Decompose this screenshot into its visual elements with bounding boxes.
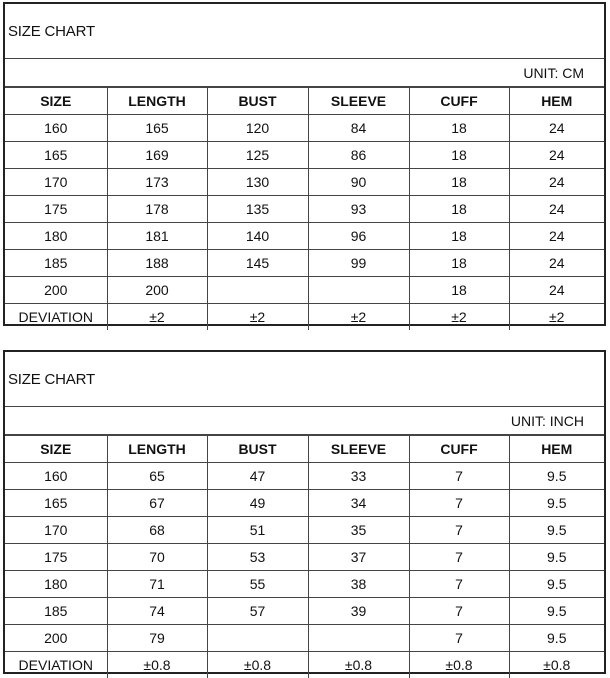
table-cell: 71	[107, 571, 207, 598]
chart-title: SIZE CHART	[5, 4, 604, 59]
table-cell: 200	[5, 277, 107, 304]
table-cell: ±2	[107, 304, 207, 331]
table-cell: 7	[409, 571, 509, 598]
table-cell: 65	[107, 463, 207, 490]
table-cell: 99	[308, 250, 409, 277]
table-cell: 90	[308, 169, 409, 196]
column-header-cuff: CUFF	[409, 88, 509, 115]
table-row	[5, 304, 604, 331]
column-header-bust: BUST	[207, 88, 308, 115]
table-cell: 67	[107, 490, 207, 517]
table-cell: 74	[107, 598, 207, 625]
table-cell: 9.5	[509, 463, 604, 490]
column-header-cuff: CUFF	[409, 436, 509, 463]
table-cell: 188	[107, 250, 207, 277]
table-cell: 24	[509, 169, 604, 196]
unit-label: UNIT: CM	[5, 59, 604, 87]
table-cell: 7	[409, 490, 509, 517]
header-row	[5, 88, 604, 115]
column-header-length: LENGTH	[107, 88, 207, 115]
table-cell	[207, 625, 308, 652]
table-cell: 180	[5, 571, 107, 598]
table-cell: 96	[308, 223, 409, 250]
table-cell: DEVIATION	[5, 304, 107, 331]
table-cell: 200	[107, 277, 207, 304]
column-header-sleeve: SLEEVE	[308, 436, 409, 463]
table-row	[5, 598, 604, 625]
table-cell: 9.5	[509, 625, 604, 652]
table-row	[5, 115, 604, 142]
table-cell: ±0.8	[509, 652, 604, 678]
table-cell: 84	[308, 115, 409, 142]
chart-title: SIZE CHART	[5, 352, 604, 407]
table-cell: ±2	[207, 304, 308, 331]
table-cell: 165	[5, 142, 107, 169]
column-header-size: SIZE	[5, 436, 107, 463]
table-row	[5, 196, 604, 223]
table-cell: 39	[308, 598, 409, 625]
table-cell: 169	[107, 142, 207, 169]
table-cell: 170	[5, 169, 107, 196]
table-cell: 7	[409, 598, 509, 625]
table-cell: 125	[207, 142, 308, 169]
table-row	[5, 625, 604, 652]
table-cell	[308, 277, 409, 304]
size-chart-cm	[3, 2, 606, 326]
size-chart-inch	[3, 350, 606, 674]
table-cell: 24	[509, 115, 604, 142]
table-row	[5, 223, 604, 250]
table-cell: 9.5	[509, 544, 604, 571]
table-cell: ±2	[308, 304, 409, 331]
column-header-hem: HEM	[509, 436, 604, 463]
table-cell: 37	[308, 544, 409, 571]
table-row	[5, 277, 604, 304]
table-cell: 18	[409, 196, 509, 223]
table-cell: 178	[107, 196, 207, 223]
unit-label: UNIT: INCH	[5, 407, 604, 435]
table-row	[5, 463, 604, 490]
table-cell: ±0.8	[409, 652, 509, 678]
table-cell: 173	[107, 169, 207, 196]
table-cell: 53	[207, 544, 308, 571]
table-cell: 18	[409, 115, 509, 142]
table-cell: 160	[5, 463, 107, 490]
table-cell: 93	[308, 196, 409, 223]
table-cell: 18	[409, 250, 509, 277]
table-row	[5, 544, 604, 571]
table-cell: 18	[409, 277, 509, 304]
table-cell: 24	[509, 196, 604, 223]
table-cell: 7	[409, 544, 509, 571]
table-cell: 68	[107, 517, 207, 544]
table-cell: 18	[409, 169, 509, 196]
table-cell: 181	[107, 223, 207, 250]
table-row	[5, 142, 604, 169]
table-cell: 33	[308, 463, 409, 490]
table-row	[5, 517, 604, 544]
table-cell	[308, 625, 409, 652]
table-cell: 185	[5, 250, 107, 277]
header-row	[5, 436, 604, 463]
table-cell: 9.5	[509, 490, 604, 517]
table-cell: DEVIATION	[5, 652, 107, 678]
table-cell: ±0.8	[107, 652, 207, 678]
table-cell: ±0.8	[207, 652, 308, 678]
table-cell: 49	[207, 490, 308, 517]
table-cell: 185	[5, 598, 107, 625]
table-cell: 175	[5, 544, 107, 571]
table-cell: 86	[308, 142, 409, 169]
table-cell: 130	[207, 169, 308, 196]
table-cell: 165	[107, 115, 207, 142]
table-cell: 9.5	[509, 571, 604, 598]
column-header-sleeve: SLEEVE	[308, 88, 409, 115]
table-cell: 24	[509, 223, 604, 250]
column-header-size: SIZE	[5, 88, 107, 115]
table-cell: ±2	[409, 304, 509, 331]
table-cell: 51	[207, 517, 308, 544]
table-cell: 145	[207, 250, 308, 277]
table-row	[5, 571, 604, 598]
table-cell: 34	[308, 490, 409, 517]
table-cell: 200	[5, 625, 107, 652]
table-cell: 7	[409, 517, 509, 544]
table-cell: ±0.8	[308, 652, 409, 678]
table-cell: 170	[5, 517, 107, 544]
table-row	[5, 490, 604, 517]
table-cell: ±2	[509, 304, 604, 331]
table-row	[5, 250, 604, 277]
table-cell: 79	[107, 625, 207, 652]
table-cell: 18	[409, 223, 509, 250]
table-cell: 9.5	[509, 517, 604, 544]
table-cell: 70	[107, 544, 207, 571]
size-table	[5, 87, 604, 330]
size-table	[5, 435, 604, 678]
column-header-bust: BUST	[207, 436, 308, 463]
table-cell: 24	[509, 250, 604, 277]
table-cell: 160	[5, 115, 107, 142]
column-header-length: LENGTH	[107, 436, 207, 463]
table-cell: 120	[207, 115, 308, 142]
table-cell: 24	[509, 142, 604, 169]
table-cell: 135	[207, 196, 308, 223]
table-cell: 175	[5, 196, 107, 223]
table-cell: 55	[207, 571, 308, 598]
table-cell: 7	[409, 625, 509, 652]
table-cell: 165	[5, 490, 107, 517]
table-cell: 38	[308, 571, 409, 598]
table-cell: 9.5	[509, 598, 604, 625]
table-cell: 140	[207, 223, 308, 250]
table-cell: 57	[207, 598, 308, 625]
table-cell: 35	[308, 517, 409, 544]
table-cell: 47	[207, 463, 308, 490]
table-cell: 24	[509, 277, 604, 304]
column-header-hem: HEM	[509, 88, 604, 115]
table-cell	[207, 277, 308, 304]
table-row	[5, 169, 604, 196]
table-cell: 18	[409, 142, 509, 169]
table-cell: 180	[5, 223, 107, 250]
table-row	[5, 652, 604, 678]
table-cell: 7	[409, 463, 509, 490]
